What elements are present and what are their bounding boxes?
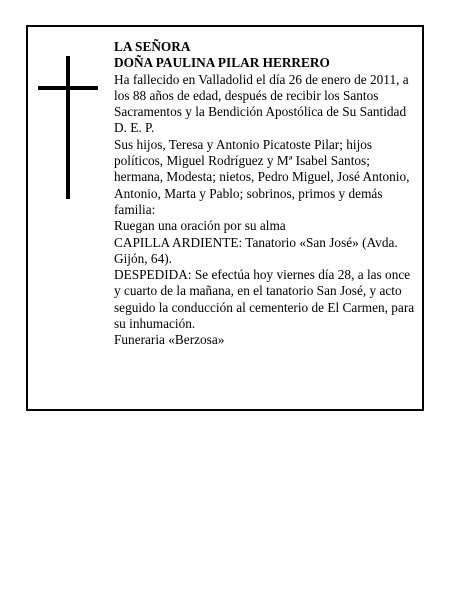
death-announcement: Ha fallecido en Valladolid el día 26 de enero de 2011, a los 88 años de edad, después de recibir los Santos Sacramentos y la Bendición Apostólica de Su Santidad D. E. P. [114,71,409,136]
chapel-info: CAPILLA ARDIENTE: Tanatorio «San José» (Avda. Gijón, 64). [114,234,398,266]
notice-title: LA SEÑORA [114,39,191,54]
cross-vertical-bar [66,56,70,199]
farewell-info: DESPEDIDA: Se efectúa hoy viernes día 28, a las once y cuarto de la mañana, en el tanatorio San José, y acto seguido la conducción al cementerio de El Carmen, para su inhumación. [114,267,415,332]
funeral-home: Funeraria «Berzosa» [114,332,225,348]
cross-horizontal-bar [38,86,98,90]
cross-icon [38,56,98,199]
deceased-name: DOÑA PAULINA PILAR HERRERO [114,55,330,71]
obituary-notice [26,25,424,411]
notice-body [114,39,420,349]
family-list: Sus hijos, Teresa y Antonio Picatoste Pilar; hijos políticos, Miguel Rodríguez y Mª Isabel Santos; hermana, Modesta; nietos, Pedro Miguel, José Antonio, Antonio, Marta y Pablo; sobrinos, primos y demás familia: [114,136,410,217]
prayer-request: Ruegan una oración por su alma [114,218,286,234]
